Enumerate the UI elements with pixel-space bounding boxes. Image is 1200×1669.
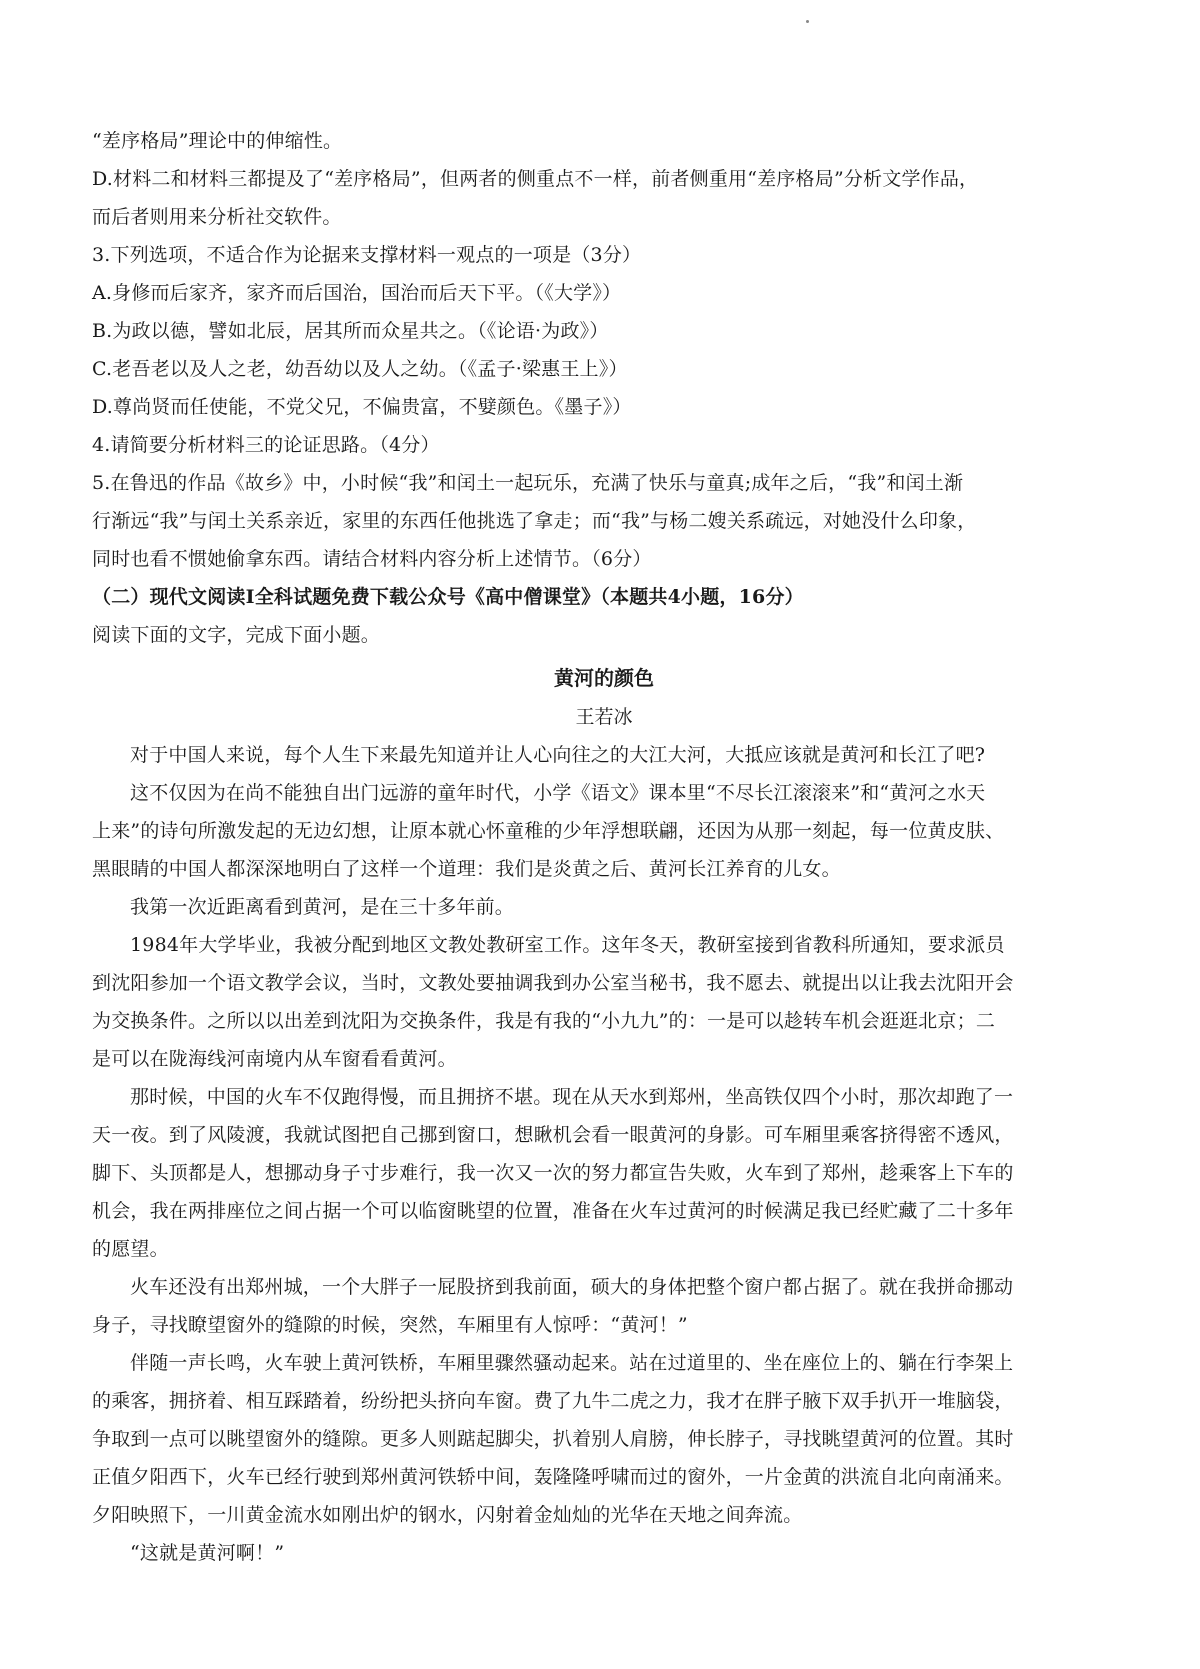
article-line: 夕阳映照下，一川黄金流水如刚出炉的钢水，闪射着金灿灿的光华在天地之间奔流。	[92, 1504, 803, 1526]
article-line: 天一夜。到了风陵渡，我就试图把自己挪到窗口，想瞅机会看一眼黄河的身影。可车厢里乘客挤得密不透风，	[92, 1124, 1014, 1146]
article-line: 机会，我在两排座位之间占据一个可以临窗眺望的位置，准备在火车过黄河的时候满足我已经贮藏了二十多年	[92, 1200, 1014, 1222]
article-line: 那时候，中国的火车不仅跑得慢，而且拥挤不堪。现在从天水到郑州，坐高铁仅四个小时，那次却跑了一	[130, 1086, 1014, 1108]
section-heading: （二）现代文阅读Ⅰ全科试题免费下载公众号《高中僧课堂》（本题共4小题，16分）	[92, 586, 804, 608]
q3-option-b: B.为政以德，譬如北辰，居其所而众星共之。（《论语·为政》）	[92, 320, 609, 342]
section-instruction: 阅读下面的文字，完成下面小题。	[92, 624, 381, 646]
article-line: 我第一次近距离看到黄河，是在三十多年前。	[130, 896, 515, 918]
q3-option-d: D.尊尚贤而任使能，不党父兄，不偏贵富，不嬖颜色。《墨子》）	[92, 396, 632, 418]
article-line: 上来”的诗句所激发起的无边幻想，让原本就心怀童稚的少年浮想联翩，还因为从那一刻起，每一位黄皮肤、	[92, 820, 1005, 842]
article-line: 正值夕阳西下，火车已经行驶到郑州黄河铁轿中间，轰隆隆呼啸而过的窗外，一片金黄的洪流自北向南涌来。	[92, 1466, 1014, 1488]
article-line: 身子，寻找瞭望窗外的缝隙的时候，突然，车厢里有人惊呼：“黄河！”	[92, 1314, 688, 1336]
article-line: 到沈阳参加一个语文教学会议，当时，文教处要抽调我到办公室当秘书，我不愿去、就提出以让我去沈阳开会	[92, 972, 1014, 994]
article-line: 火车还没有出郑州城，一个大胖子一屁股挤到我前面，硕大的身体把整个窗户都占据了。就在我拼命挪动	[130, 1276, 1014, 1298]
q3-stem: 3.下列选项，不适合作为论据来支撑材料一观点的一项是（3分）	[92, 244, 642, 266]
q2-option-d-line2: 而后者则用来分析社交软件。	[92, 206, 342, 228]
article-line: 对于中国人来说，每个人生下来最先知道并让人心向往之的大江大河，大抵应该就是黄河和长江了吧?	[130, 744, 986, 766]
q2-option-d-line1: D.材料二和材料三都提及了“差序格局”，但两者的侧重点不一样，前者侧重用“差序格局”分析文学作品，	[92, 168, 979, 190]
q2-tail: “差序格局”理论中的伸缩性。	[92, 130, 343, 152]
article-line: 争取到一点可以眺望窗外的缝隙。更多人则踮起脚尖，扒着别人肩膀，伸长脖子，寻找眺望黄河的位置。其时	[92, 1428, 1014, 1450]
article-line: 的愿望。	[92, 1238, 169, 1260]
scan-dot	[806, 20, 809, 23]
q3-option-c: C.老吾老以及人之老，幼吾幼以及人之幼。（《孟子·梁惠王上》）	[92, 358, 628, 380]
q5-line3: 同时也看不惯她偷拿东西。请结合材料内容分析上述情节。（6分）	[92, 548, 652, 570]
article-line: 1984年大学毕业，我被分配到地区文教处教研室工作。这年冬天，教研室接到省教科所通知，要求派员	[130, 934, 1005, 956]
q5-line1: 5.在鲁迅的作品《故乡》中，小时候“我”和闰土一起玩乐，充满了快乐与童真;成年之后，“我”和闰土渐	[92, 472, 964, 494]
exam-page	[92, 122, 1116, 1572]
article-body	[92, 736, 1116, 1572]
article-author: 王若冰	[575, 706, 633, 728]
q4-stem: 4.请简要分析材料三的论证思路。（4分）	[92, 434, 440, 456]
q5-line2: 行渐远“我”与闰土关系亲近，家里的东西任他挑选了拿走；而“我”与杨二嫂关系疏远，对她没什么印象，	[92, 510, 977, 532]
article-title: 黄河的颜色	[554, 666, 654, 690]
article-line: 这不仅因为在尚不能独自出门远游的童年时代，小学《语文》课本里“不尽长江滚滚来”和“黄河之水天	[130, 782, 986, 804]
article-line: 是可以在陇海线河南境内从车窗看看黄河。	[92, 1048, 457, 1070]
q3-option-a: A.身修而后家齐，家齐而后国治，国治而后天下平。（《大学》）	[92, 282, 622, 304]
article-line: 的乘客，拥挤着、相互踩踏着，纷纷把头挤向车窗。费了九牛二虎之力，我才在胖子腋下双手扒开一堆脑袋，	[92, 1390, 1014, 1412]
article-line: “这就是黄河啊！”	[130, 1542, 285, 1564]
article-line: 为交换条件。之所以以出差到沈阳为交换条件，我是有我的“小九九”的：一是可以趁转车机会逛逛北京；二	[92, 1010, 996, 1032]
article-line: 黑眼睛的中国人都深深地明白了这样一个道理：我们是炎黄之后、黄河长江养育的儿女。	[92, 858, 841, 880]
article-line: 脚下、头顶都是人，想挪动身子寸步难行，我一次又一次的努力都宣告失败，火车到了郑州，趁乘客上下车的	[92, 1162, 1014, 1184]
article-line: 伴随一声长鸣，火车驶上黄河铁桥，车厢里骤然骚动起来。站在过道里的、坐在座位上的、躺在行李架上	[130, 1352, 1014, 1374]
